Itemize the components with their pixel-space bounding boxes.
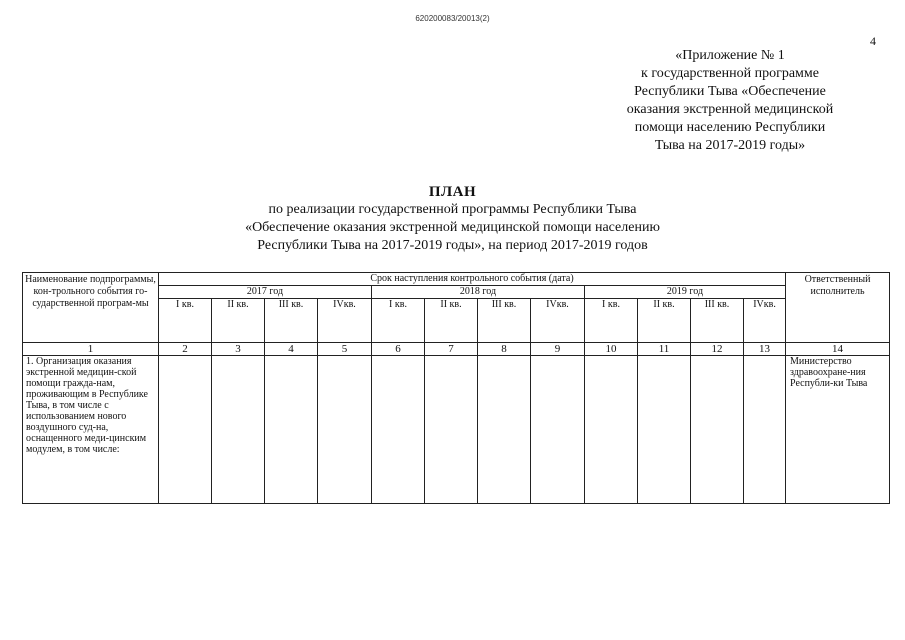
appendix-line: Республики Тыва «Обеспечение xyxy=(634,84,826,99)
appendix-line: Тыва на 2017-2019 годы» xyxy=(654,138,806,153)
row-name: 1. Организация оказания экстренной медицин-ской помощи гражда-нам, проживающим в Республике Тыва, в том числе с использованием нового воздушного суд-на, оснащенного меди-цинским модулем, в том числе: xyxy=(23,356,159,504)
plan-table xyxy=(22,272,890,504)
header-quarter: IVкв. xyxy=(744,299,786,343)
header-quarter: III кв. xyxy=(478,299,531,343)
header-quarter: II кв. xyxy=(212,299,265,343)
column-number: 11 xyxy=(638,343,691,356)
document-id: 620200083/20013(2) xyxy=(415,14,490,23)
plan-subtitle xyxy=(0,201,905,255)
column-number: 10 xyxy=(585,343,638,356)
table-cell xyxy=(478,356,531,504)
header-quarter: IVкв. xyxy=(531,299,585,343)
row-executor: Министерство здравоохране-ния Республи-ки Тыва xyxy=(786,356,890,504)
subtitle-line: по реализации государственной программы Республики Тыва xyxy=(268,202,637,217)
column-number: 14 xyxy=(786,343,890,356)
header-quarter: II кв. xyxy=(425,299,478,343)
appendix-line: оказания экстренной медицинской xyxy=(626,102,834,117)
subtitle-line: Республики Тыва на 2017-2019 годы», на период 2017-2019 годов xyxy=(257,238,648,253)
plan-title: ПЛАН xyxy=(428,184,477,200)
header-quarter: I кв. xyxy=(372,299,425,343)
header-year: 2019 год xyxy=(585,286,786,299)
appendix-line: к государственной программе xyxy=(641,66,819,81)
table-cell xyxy=(372,356,425,504)
header-name-column: Наименование подпрограммы, кон-трольного события го-сударственной програм-мы xyxy=(23,273,159,343)
table-cell xyxy=(212,356,265,504)
header-year: 2018 год xyxy=(372,286,585,299)
column-number: 3 xyxy=(212,343,265,356)
column-number: 1 xyxy=(23,343,159,356)
header-quarter: II кв. xyxy=(638,299,691,343)
column-number: 6 xyxy=(372,343,425,356)
header-quarter: I кв. xyxy=(159,299,212,343)
table-cell xyxy=(531,356,585,504)
table-cell xyxy=(691,356,744,504)
table-cell xyxy=(318,356,372,504)
column-number: 7 xyxy=(425,343,478,356)
appendix-line: «Приложение № 1 xyxy=(675,48,785,63)
column-number: 5 xyxy=(318,343,372,356)
appendix-heading xyxy=(600,47,860,155)
header-executor: Ответственный исполнитель xyxy=(786,273,890,343)
subtitle-line: «Обеспечение оказания экстренной медицинской помощи населению xyxy=(245,220,660,235)
header-quarter: IVкв. xyxy=(318,299,372,343)
header-quarter: III кв. xyxy=(265,299,318,343)
page-number: 4 xyxy=(870,34,876,48)
header-deadline: Срок наступления контрольного события (дата) xyxy=(159,273,786,286)
column-number: 2 xyxy=(159,343,212,356)
column-number: 13 xyxy=(744,343,786,356)
table-cell xyxy=(638,356,691,504)
table-cell xyxy=(265,356,318,504)
table-cell xyxy=(585,356,638,504)
column-number: 9 xyxy=(531,343,585,356)
table-cell xyxy=(425,356,478,504)
table-cell xyxy=(744,356,786,504)
header-year: 2017 год xyxy=(159,286,372,299)
appendix-line: помощи населению Республики xyxy=(634,120,826,135)
table-cell xyxy=(159,356,212,504)
table-row xyxy=(23,356,890,504)
column-number: 8 xyxy=(478,343,531,356)
column-number: 12 xyxy=(691,343,744,356)
column-number: 4 xyxy=(265,343,318,356)
header-quarter: III кв. xyxy=(691,299,744,343)
header-quarter: I кв. xyxy=(585,299,638,343)
